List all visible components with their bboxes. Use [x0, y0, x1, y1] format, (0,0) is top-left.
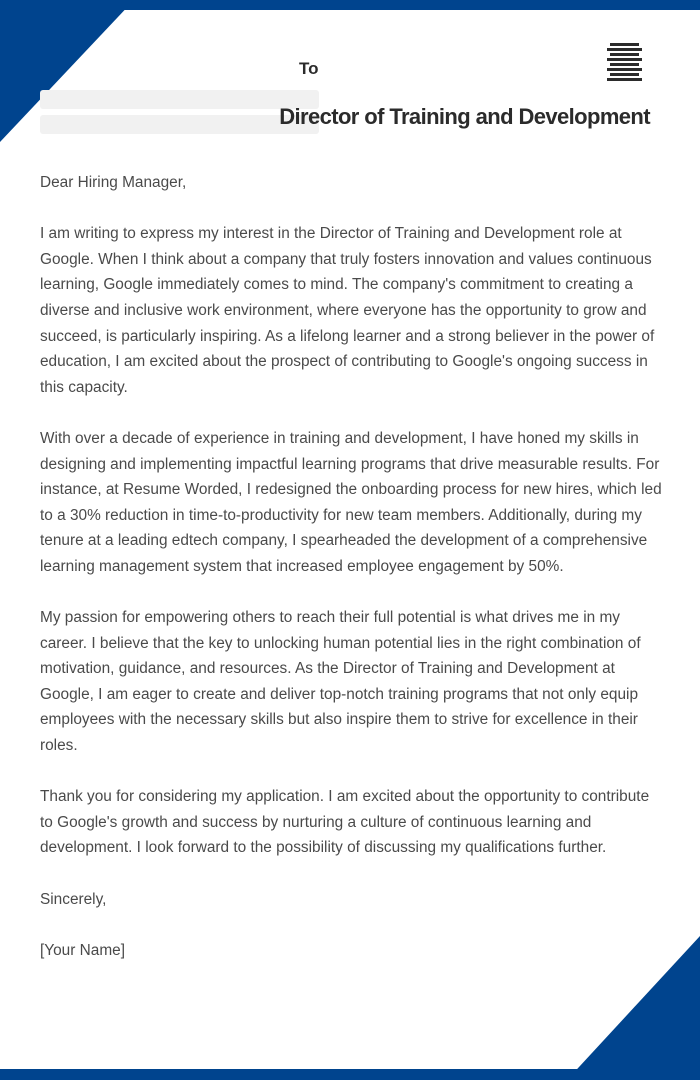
salutation: Dear Hiring Manager,	[40, 174, 187, 191]
letter-paragraph: With over a decade of experience in training and development, I have honed my skills in designing and implementing impactful learning programs that drive measurable results. For instance, at Resume Worded, I redesigned the onboarding process for new hires, which led to a 30% reduction in time-to-productivity for new team members. Additionally, during my tenure at a leading edtech company, I spearheaded the development of a comprehensive learning management system that increased employee engagement by 50%.	[40, 429, 662, 575]
recipient-to-label: To	[299, 59, 319, 78]
signature-placeholder: [Your Name]	[40, 941, 125, 959]
letter-body	[40, 170, 666, 989]
recipient-placeholder-line	[40, 90, 319, 109]
closing: Sincerely,	[40, 890, 107, 908]
letter-paragraph: My passion for empowering others to reach their full potential is what drives me in my career. I believe that the key to unlocking human potential lies in the right combination of motivation, guidance, and resources. As the Director of Training and Development at Google, I am eager to create and deliver top-notch training programs that not only equip employees with the necessary skills but also inspire them to strive for excellence in their roles.	[40, 609, 641, 755]
letter-paragraph: I am writing to express my interest in the Director of Training and Development role at Google. When I think about a company that truly fosters innovation and values continuous learning, Google immediately comes to mind. The company's commitment to creating a diverse and inclusive work environment, where everyone has the opportunity to grow and succeed, is particularly inspiring. As a lifelong learner and a strong believer in the power of education, I am excited about the prospect of contributing to Google's ongoing success in this capacity.	[40, 225, 655, 396]
letter-paragraph: Thank you for considering my application. I am excited about the opportunity to contribute to Google's growth and success by nurturing a culture of continuous learning and development. I look forward to the possibility of discussing my qualifications further.	[40, 788, 650, 857]
position-title: Director of Training and Development	[279, 104, 650, 129]
bottom-accent-band	[0, 1069, 700, 1080]
recipient-placeholder-line	[40, 115, 319, 134]
document-lines-icon	[607, 43, 642, 81]
